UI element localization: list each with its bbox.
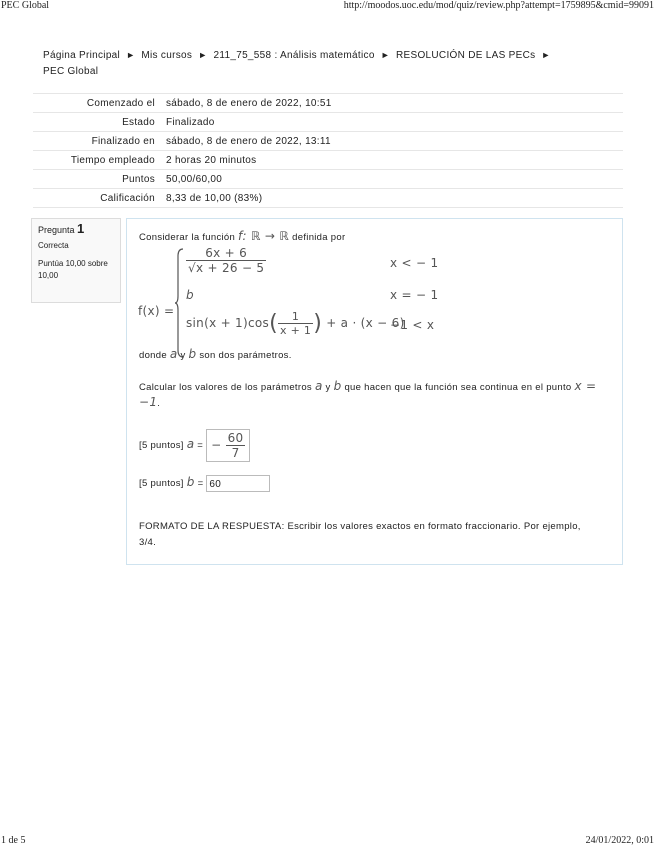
paren-open-icon: ( [269, 311, 278, 336]
case-3-denominator: x + 1 [279, 324, 312, 337]
calc-end: . [157, 398, 161, 409]
case-1-numerator: 6x + 6 [186, 246, 266, 261]
question-state: Correcta [38, 241, 69, 250]
answer-a-field[interactable] [206, 429, 250, 462]
breadcrumb-course[interactable]: 211_75_558 : Análisis matemático [213, 50, 375, 61]
answer-format-note: FORMATO DE LA RESPUESTA: Escribir los valores exactos en formato fraccionario. Por ejemplo, 3/4. [139, 521, 581, 548]
answer-a-numerator: 60 [227, 431, 244, 445]
answer-a-denominator: 7 [231, 446, 240, 460]
case-1-denominator [186, 261, 266, 275]
case-3-fraction [278, 310, 313, 337]
case-2-expression: b [186, 288, 194, 302]
table-row [33, 189, 623, 208]
donde-text-2: son dos parámetros. [199, 350, 292, 361]
question-label: Pregunta [38, 225, 75, 235]
table-row [33, 170, 623, 189]
param-a: a [169, 347, 178, 361]
intro-math: f: ℝ → ℝ [238, 229, 290, 243]
donde-text: donde [139, 350, 167, 361]
intro-text-2: definida por [292, 232, 346, 243]
case-3-expression [186, 310, 405, 337]
answer-a-label: [5 puntos] [139, 440, 184, 452]
question-content [126, 218, 623, 565]
summary-value [161, 189, 623, 208]
summary-label: Tiempo empleado [70, 154, 155, 166]
print-header-title: PEC Global [1, 0, 50, 11]
param-b: b [188, 347, 197, 361]
summary-label: Estado [122, 116, 155, 128]
breadcrumb-separator-icon: ► [198, 50, 208, 60]
answer-b-label: [5 puntos] [139, 478, 184, 490]
breadcrumb-separator-icon: ► [541, 50, 551, 60]
calc-b: b [333, 379, 342, 393]
answer-a-fraction [226, 431, 246, 460]
parameters-note [139, 347, 292, 361]
question-statement [139, 379, 599, 411]
case-3-tail: + a · (x − 6) [326, 316, 405, 330]
calc-a: a [314, 379, 323, 393]
paren-close-icon: ) [313, 311, 323, 336]
summary-label: Comenzado el [86, 97, 155, 109]
case-1-radicand: x + 26 [195, 261, 238, 275]
answer-a-var: a [186, 437, 195, 452]
calc-text-2: que hacen que la función sea continua en el punto [344, 382, 572, 393]
breadcrumb-section[interactable]: RESOLUCIÓN DE LAS PECs [396, 50, 536, 61]
calc-point: x = −1 [139, 379, 597, 409]
breadcrumb-separator-icon: ► [380, 50, 390, 60]
answer-b-var: b [186, 475, 195, 490]
case-1-fraction [186, 246, 266, 275]
answer-b-input[interactable]: 60 [206, 475, 270, 492]
print-timestamp: 24/01/2022, 0:01 [585, 835, 654, 846]
table-row [33, 94, 623, 113]
case-1-expression [186, 246, 266, 275]
answer-a-eq: = [197, 440, 204, 452]
summary-value: 50,00/60,00 [166, 173, 223, 185]
attempt-summary-table [33, 93, 623, 208]
breadcrumb-my-courses[interactable]: Mis cursos [141, 50, 193, 61]
intro-text: Considerar la función [139, 232, 236, 243]
summary-label: Calificación [100, 192, 155, 204]
calc-y: y [325, 382, 331, 393]
case-3-condition: −1 < x [390, 318, 435, 332]
breadcrumb-separator-icon: ► [126, 50, 136, 60]
table-row [33, 132, 623, 151]
breadcrumb-home[interactable]: Página Principal [43, 50, 121, 61]
print-footer [0, 834, 655, 848]
case-1-condition: x < − 1 [390, 256, 439, 270]
answer-b-eq: = [197, 478, 204, 490]
brace-icon [174, 248, 184, 358]
question-intro [139, 229, 345, 243]
case-3-sin-cos: sin(x + 1)cos [186, 316, 270, 330]
summary-value: Finalizado [166, 116, 215, 128]
answer-b-row [139, 475, 270, 492]
summary-value: sábado, 8 de enero de 2022, 10:51 [166, 97, 332, 109]
question-grade: Puntúa 10,00 sobre 10,00 [38, 259, 108, 280]
page-counter: 1 de 5 [1, 835, 26, 846]
answer-a-row [139, 429, 250, 462]
grade-value: 8,33 de 10,00 (83%) [166, 192, 263, 204]
summary-value: sábado, 8 de enero de 2022, 13:11 [166, 135, 331, 147]
calc-text: Calcular los valores de los parámetros [139, 382, 312, 393]
donde-y: y [180, 350, 186, 361]
print-header-url: http://moodos.uoc.edu/mod/quiz/review.php?attempt=1759895&cmid=99091 [343, 0, 654, 11]
breadcrumb [43, 47, 603, 80]
question-number-value: 1 [77, 221, 85, 236]
breadcrumb-quiz[interactable]: PEC Global [43, 66, 99, 77]
summary-value: 2 horas 20 minutos [166, 154, 257, 166]
sqrt-icon: √ [188, 261, 196, 275]
print-header [0, 0, 655, 14]
question-number [38, 223, 114, 236]
summary-label: Puntos [122, 173, 155, 185]
case-3-numerator: 1 [278, 310, 313, 324]
formula-fx: f(x) = [138, 304, 175, 318]
table-row [33, 151, 623, 170]
summary-label: Finalizado en [91, 135, 155, 147]
question-info-panel [31, 218, 121, 303]
piecewise-formula [138, 246, 468, 359]
case-2-condition: x = − 1 [390, 288, 439, 302]
table-row [33, 113, 623, 132]
case-1-den-tail: − 5 [241, 261, 265, 275]
answer-a-sign: − [211, 438, 222, 452]
